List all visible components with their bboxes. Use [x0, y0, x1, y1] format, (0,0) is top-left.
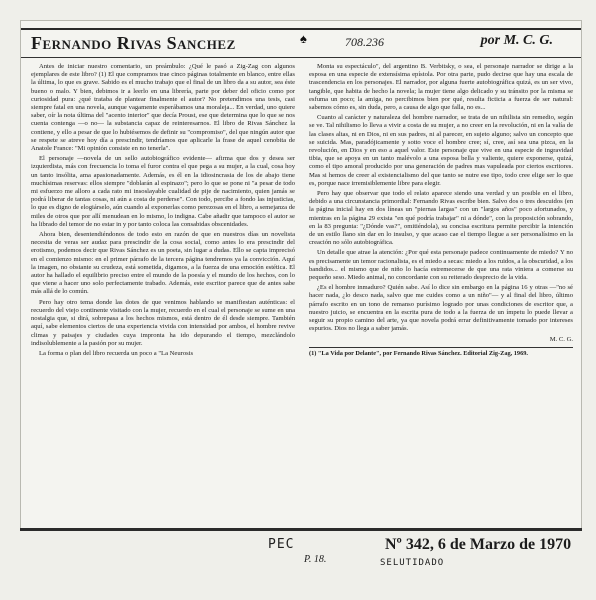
pec-stamp: PEC: [268, 537, 295, 552]
paragraph: Cuanto al carácter y naturaleza del hombre narrador, se trata de un nihilista sin remedio, según se ve. Tal nihilismo lo lleva a vivir a costa de su mujer, a no creer en la revolución, ni en la valía de las clases altas, ni en Dios, ni en sus padres, ni al parecer, en sujeto alguno; salvo un concepto que se suicida. Mas, paradójicamente y sotto voce el hombre cree; sí, cree, así sea una pizca, en la revolución, en Dios y en eso a aquel valor. Este personaje que vive en una especie de ingravidad tibia, que se apoya en un tanto malévolo a una esposa bella y valiente, quiere exponerse, quizá, como el tipo amoral producido por una generación de padres mas vapuleada por ciertos escritores. Mas si hemos de creer al existencialismo del que tanto se nutre ese tipo, todo cree elige ser lo que es, porque nace irremisiblemente libre para elegir.: [309, 114, 573, 187]
paragraph: Ahora bien, desentendiéndonos de todo esto en razón de que en nuestros días un novelista necesita de veras ser audaz para prescindir de la cosa social, como antes lo era prescindir del erotismo, podemos decir que Rivas Sánchez es un poeta, sin lugar a dudas. Ello se capta imprecisó en el comienzo mismo: en el primer párrafo de la tercera página tendremos ya la convicción. Aquí la imagen, no obstante su crudeza, está sometida, digamos, a la fuerza de una emoción estética. El autor ha hallado el equilibrio preciso entre el mundo de la poesía y el mundo de los hechos, con lo que viene a hacer uno solo perfectamente trabado. Además, este escritor parece que de antes sabe más allá de lo común.: [31, 231, 295, 296]
paragraph: Antes de iniciar nuestro comentario, un preámbulo: ¿Qué le pasó a Zig-Zag con algunos ejemplares de este libro? (1) El que compramos trae cinco páginas totalmente en blanco, entre ellas la última, lo que es grave. Sabido es el mucho trabajo que el final de un libro da a su autor, sea éste bueno o malo. Y bien, debimos ir a leerlo en una librería, parte por deber del oficio como por curiosidad pura: ¿qué trataba de plantear finalmente el autor? No pretendimos una tesis, casi siempre fatal en una novela, aunque vagamente esperábamos una moraleja... En verdad, uno quiere saber, oír la nota última del "acento interior" que decía Proust, ese que determina que lo que se nos cuenta contenga —o no— la substancia capaz de reinteresarnos. El libro de Rivas Sánchez la contiene, y ello a pesar de que lo hubiésemos de definir su "compromiso", del que ningún autor que se respete se atreve hoy día a prescindir, tendríamos que aplicarle la frase de aquel cenobita de Anatole France: "Mi opinión consiste en no tenerla".: [31, 63, 295, 153]
archive-stamp: SELUTIDADO: [380, 558, 445, 568]
handwritten-mark: ♠: [300, 31, 307, 46]
issue-date: Nº 342, 6 de Marzo de 1970: [385, 536, 572, 553]
paragraph: La forma o plan del libro recuerda un poco a "La Neurosis: [39, 349, 194, 357]
article-author: por M. C. G.: [480, 33, 553, 48]
handwritten-number: 708.236: [345, 35, 384, 49]
header-rule: [21, 57, 581, 58]
paragraph: ¿Es el hombre inmaduro? Quién sabe. Así lo dice sin embargo en la página 16 y otras —"no sé hacer nada, ¿lo desco nada, salvo que me cuides como a un niño"— y al final del libro, último párrafo escrito en un tono de remanso purísimo logrado por unas condiciones de escritor que, a nuestro juicio, se encuentra en la escrita pura de todo a la fuerza de un ímpetu lo puede llevar a seguir su propio camino del arte, ya que novela podrá errar definitivamente tomado por intereses espurios. Dios no llega a saber jamás.: [309, 284, 573, 333]
paragraph: Monta su espectáculo", del argentino B. Verbitsky, o sea, el personaje narrador se dirige a la esposa en una especie de extensísima epístola. Por otra parte, pudo decirse que hay una escala de trascendencia en los personajes. El narrador, por alguna fuerte autobiográfica quizá, es un ser vivo, tangible, que habita de hecho la novela; la mujer tiene algo delicado y su tránsito por la misma se esfuma un poco; la amiga, no percibimos bien por qué, resulta ficticia a fuerza de ser natural: sabemos cómo es, sin duda, pero, a causa de algo que falla, no es...: [309, 63, 573, 112]
paragraph: El personaje —novela de un sello autobiográfico evidente— afirma que dos y desea ser izquierdista, más con frecuencia lo toma el furor contra el que pega a su mujer, a la cual, cosa hoy un tanto insólita, ama apasionadamente. Además, es él en la idiosincrasia de los de abajo tiene muchísimas reservas: ellos siempre "doblarán al espinazo"; pero lo que se pone ni "a pesar de todo mi esfuerzo me alloro a cada rato mi insoslayable cualidad de pije de nacimiento, quien jamás se podrá liberar de tantas cosas, ni aún a costa de perderse". Con todo, percibe a fondo las injusticias, lo que es digno de elogiárselo, aún cuando al exponerlas como perezosas en el libro, a semejanza de miles de otros que por allí menudean en lo mismo, lo indigna. Cabe añadir que tampoco el autor se ha librado del temor de no estar in y por tanto coloca las consabidas obscenidades.: [31, 155, 295, 228]
handwritten-page: P. 18.: [304, 554, 327, 565]
signature: M. C. G.: [549, 335, 573, 343]
paragraph: Pero hay otro tema donde las dotes de que venimos hablando se manifiestan auténticas: el recuerdo del viejo continente visitado con la mujer, recuerdo en el cual el personaje se sume en una nostalgia que, si dirá, sobrepasa a los hechos mismos, está dentro de él desde siempre. También aquí, sabe elementos ciertos de una experiencia vivida con intensidad por ambos, el hombre revive climas y paisajes y ciudades cuya impronta ha ido depurando el tiempo, mezclándolo indisolublemente a la pasión por su mujer.: [31, 298, 295, 347]
footer-rule: [20, 528, 582, 531]
article-title: Fernando Rivas Sanchez: [31, 33, 236, 53]
newspaper-clipping: [20, 20, 582, 530]
right-column: [309, 63, 573, 358]
footnote: (1) "La Vida por Delante", por Fernando Rivas Sánchez. Editorial Zig-Zag, 1969.: [309, 347, 573, 358]
paragraph: Pero hay que observar que todo el relato aparece siendo una verdad y un posible en el libro, debido a una circunstancia primordial: Fernando Rivas escribe bien. Salvo dos o tres descuidos (en la página inicial hay en dos líneas un "piernas largas" con un "largos años" poco afortunados, y mientras en la página 29 exista "en qué podría trabajar" ni a dónde", con la proposición sobrando, en la 83 pregunta: "¿Dónde vas?", omitiéndola), su concisa escritura permite percibir la intención de un estilo llano sin dar en lo insulso, y que acaso cae el tiempo llegue a ser personalísimo en la creación no sólo autobiográfica.: [309, 190, 573, 247]
top-rule: [21, 28, 581, 30]
paragraph: Un detalle que atrae la atención: ¿Por qué esta personaje padece continuamente de miedo? Y no es precisamente un temor racionalista, es el miedo a secas: miedo a los ruidos, a la obscuridad, a los bandidos... el mismo que de niño lo hacía estremecerse de que una rata viniera a comerse su pequeño seso. Miedo animal, no concordante con su reiterado desprecio de la vida.: [309, 249, 573, 282]
left-column: [31, 63, 295, 360]
